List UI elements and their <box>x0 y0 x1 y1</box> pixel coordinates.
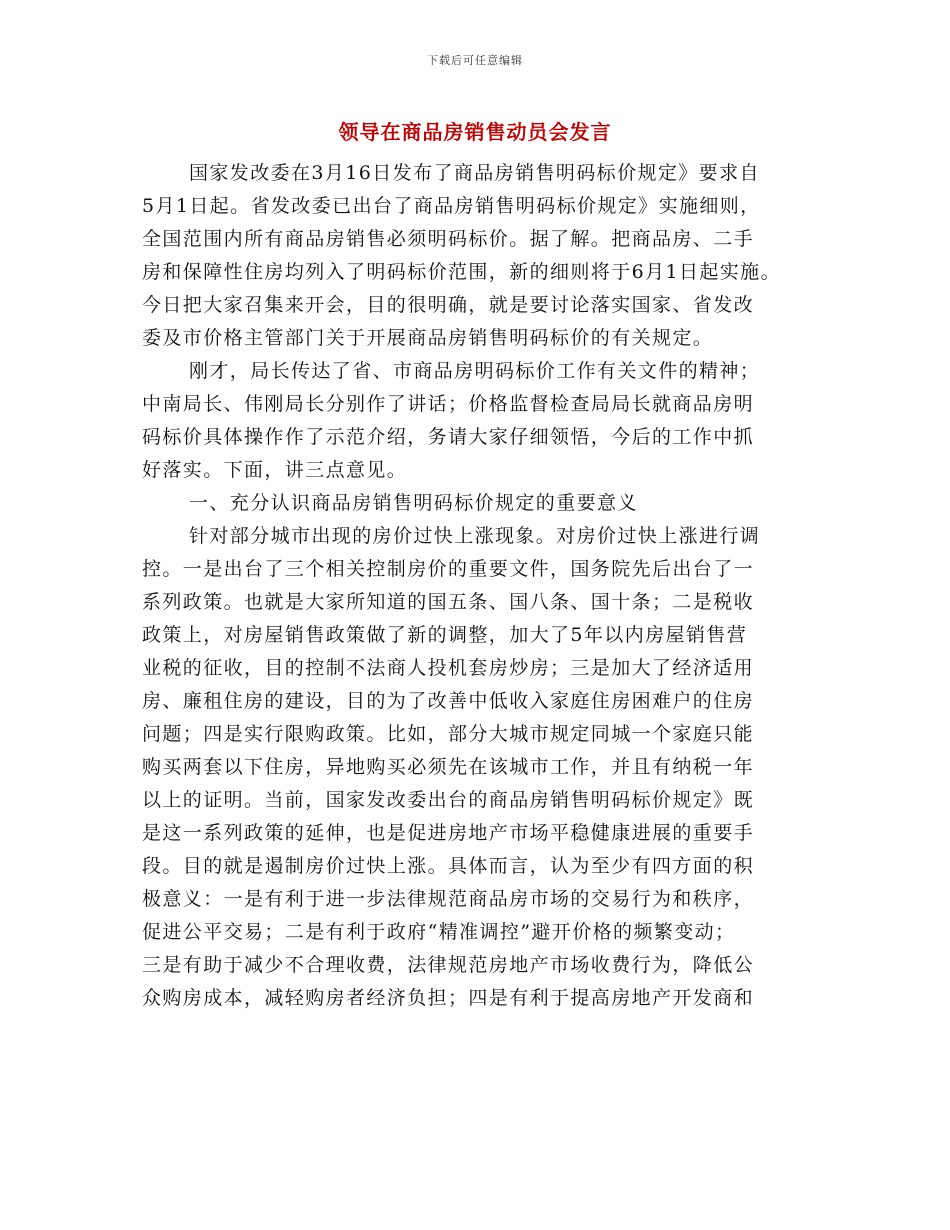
paragraph-line: 是这一系列政策的延伸，也是促进房地产市场平稳健康进展的重要手 <box>142 822 755 844</box>
paragraph-line: 业税的征收，目的控制不法商人投机套房炒房；三是加大了经济适用 <box>142 657 755 679</box>
section-heading: 一、充分认识商品房销售明码标价规定的重要意义 <box>189 492 638 514</box>
paragraph-line: 房和保障性住房均列入了明码标价范围，新的细则将于6月1日起实施。 <box>142 261 781 283</box>
page-header: 下载后可任意编辑 <box>427 54 523 67</box>
paragraph-line: 针对部分城市出现的房价过快上涨现象。对房价过快上涨进行调 <box>189 525 761 547</box>
paragraph-line: 众购房成本，减轻购房者经济负担；四是有利于提高房地产开发商和 <box>142 987 755 1009</box>
paragraph-line: 好落实。下面，讲三点意见。 <box>142 459 408 481</box>
paragraph-line: 段。目的就是遏制房价过快上涨。具体而言，认为至少有四方面的积 <box>142 855 755 877</box>
paragraph-line: 委及市价格主管部门关于开展商品房销售明码标价的有关规定。 <box>142 327 714 349</box>
paragraph-line: 5月1日起。省发改委已出台了商品房销售明码标价规定》实施细则， <box>142 195 761 217</box>
document-body <box>142 157 808 1015</box>
paragraph-line: 国家发改委在3月16日发布了商品房销售明码标价规定》要求自 <box>189 162 760 184</box>
paragraph-line: 三是有助于减少不合理收费，法律规范房地产市场收费行为，降低公 <box>142 954 755 976</box>
paragraph-line: 系列政策。也就是大家所知道的国五条、国八条、国十条；二是税收 <box>142 591 755 613</box>
paragraph-line: 房、廉租住房的建设，目的为了改善中低收入家庭住房困难户的住房 <box>142 690 755 712</box>
document-title: 领导在商品房销售动员会发言 <box>338 120 612 144</box>
paragraph-line: 控。一是出台了三个相关控制房价的重要文件，国务院先后出台了一 <box>142 558 755 580</box>
paragraph-line: 促进公平交易；二是有利于政府“精准调控”避开价格的频繁变动； <box>142 921 736 943</box>
paragraph-line: 极意义：一是有利于进一步法律规范商品房市场的交易行为和秩序， <box>142 888 755 910</box>
paragraph-line: 刚才，局长传达了省、市商品房明码标价工作有关文件的精神； <box>189 360 761 382</box>
paragraph-line: 购买两套以下住房，异地购买必须先在该城市工作，并且有纳税一年 <box>142 756 755 778</box>
paragraph-line: 全国范围内所有商品房销售必须明码标价。据了解。把商品房、二手 <box>142 228 755 250</box>
paragraph-line: 中南局长、伟刚局长分别作了讲话；价格监督检查局局长就商品房明 <box>142 393 755 415</box>
paragraph-line: 问题；四是实行限购政策。比如，部分大城市规定同城一个家庭只能 <box>142 723 755 745</box>
paragraph-line: 码标价具体操作作了示范介绍，务请大家仔细领悟，今后的工作中抓 <box>142 426 755 448</box>
paragraph-line: 今日把大家召集来开会，目的很明确，就是要讨论落实国家、省发改 <box>142 294 755 316</box>
paragraph-line: 以上的证明。当前，国家发改委出台的商品房销售明码标价规定》既 <box>142 789 755 811</box>
paragraph-line: 政策上，对房屋销售政策做了新的调整，加大了5年以内房屋销售营 <box>142 624 748 646</box>
